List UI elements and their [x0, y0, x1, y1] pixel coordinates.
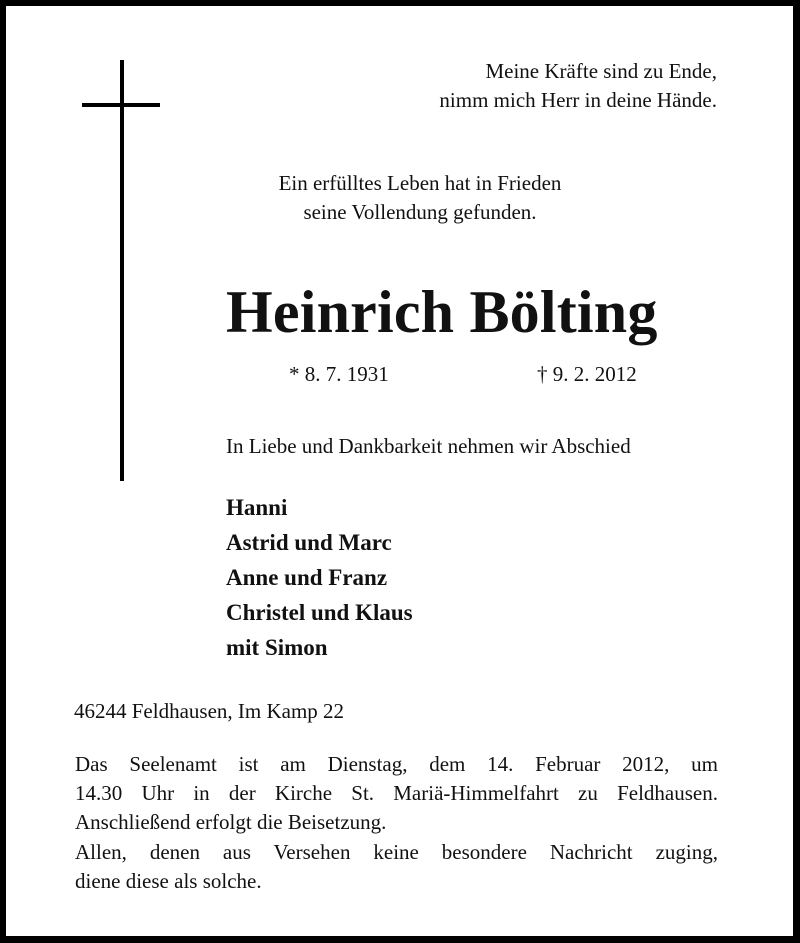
motto-line: Ein erfülltes Leben hat in Frieden [278, 171, 562, 195]
death-date: † 9. 2. 2012 [537, 362, 637, 386]
birth-date: * 8. 7. 1931 [289, 362, 389, 386]
notice-line: Allen, denen aus Versehen keine besondere Nachricht zuging, [75, 840, 718, 864]
motto [240, 169, 600, 227]
verse-line: nimm mich Herr in deine Hände. [439, 88, 717, 112]
farewell-text: In Liebe und Dankbarkeit nehmen wir Abschied [226, 434, 631, 458]
service-line: Das Seelenamt ist am Dienstag, dem 14. Februar 2012, um [75, 752, 718, 776]
mourner: Anne und Franz [226, 565, 388, 590]
address: 46244 Feldhausen, Im Kamp 22 [74, 699, 345, 723]
mourner: Astrid und Marc [226, 530, 392, 555]
verse-line: Meine Kräfte sind zu Ende, [485, 59, 717, 83]
notice-line: diene diese als solche. [75, 869, 262, 893]
motto-line: seine Vollendung gefunden. [303, 200, 537, 224]
obituary-notice [6, 6, 793, 936]
service-line: Anschließend erfolgt die Beisetzung. [75, 810, 387, 834]
cross-horizontal-bar [82, 103, 160, 107]
verse [439, 57, 717, 115]
mourner: mit Simon [226, 635, 328, 660]
cross-vertical-bar [120, 60, 124, 481]
mourner: Christel und Klaus [226, 600, 413, 625]
notice-text [75, 838, 718, 896]
mourner: Hanni [226, 495, 288, 520]
service-line: 14.30 Uhr in der Kirche St. Mariä-Himmelfahrt zu Feldhausen. [75, 781, 718, 805]
mourners-list [226, 490, 413, 665]
service-info [75, 750, 718, 837]
deceased-name: Heinrich Bölting [226, 279, 658, 345]
